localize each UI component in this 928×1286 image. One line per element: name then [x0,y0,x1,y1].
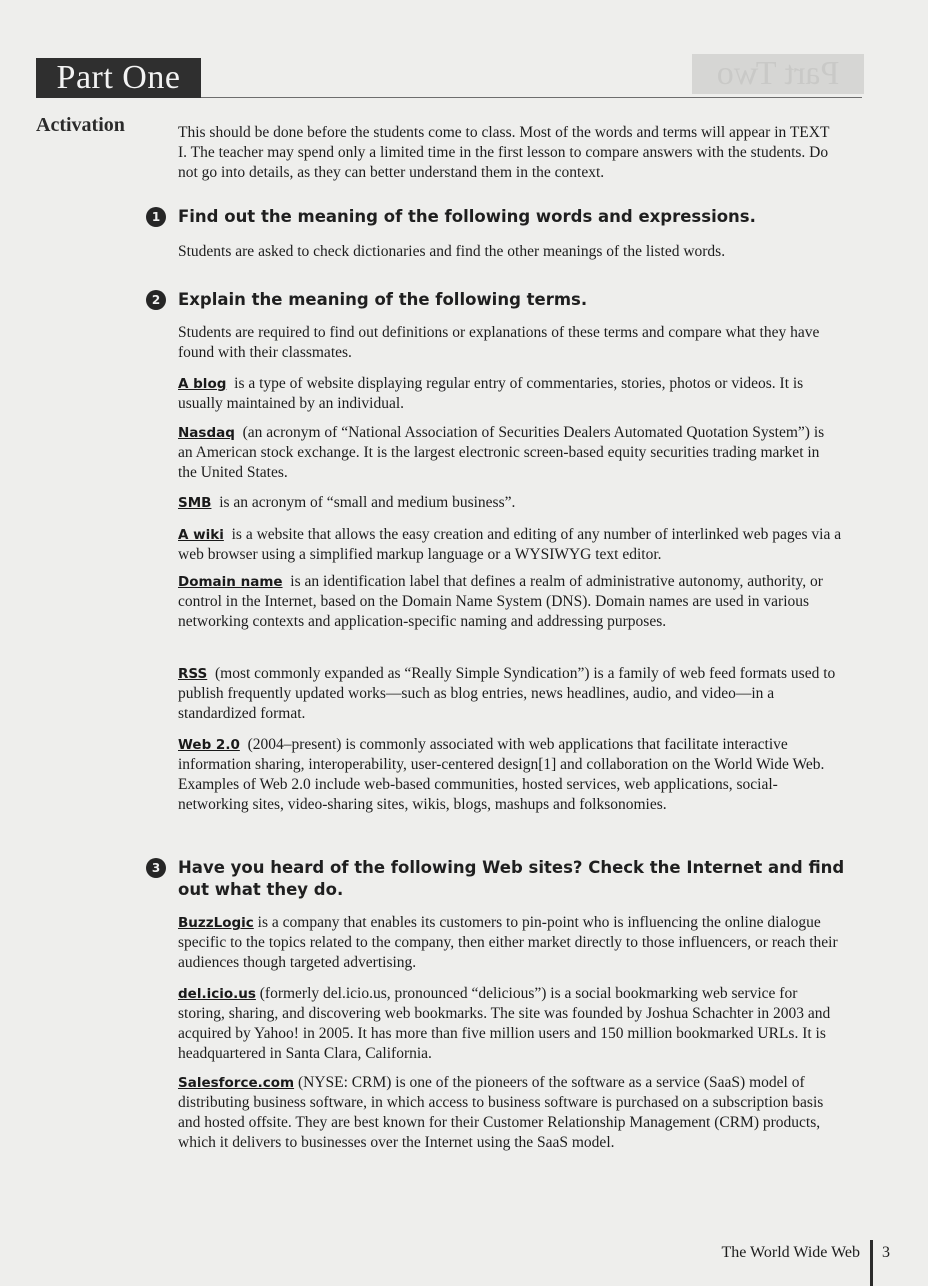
term-definition: is a company that enables its customers to pin-point who is influencing the online dialogue specific to the topics related to the company, then either market directly to those influencers, or reach their audiences though targeted advertising. [178,914,838,971]
term-definition: is a website that allows the easy creation and editing of any number of interlinked web pages via a web browser using a simplified markup language or a WYSIWYG text editor. [178,526,842,563]
section-1-body [178,242,842,262]
term-label: RSS [178,666,208,682]
section-heading-text: Explain the meaning of the following terms. [178,290,588,309]
term-label: SMB [178,495,212,511]
section-body-text: Students are asked to check dictionaries and find the other meanings of the listed words. [178,243,726,260]
term-definition: (formerly del.icio.us, pronounced “delicious”) is a social bookmarking web service for storing, sharing, and discovering web bookmarks. The site was founded by Joshua Schachter in 2003 and acquired by Yahoo! in 2005. It has more than five million users and 150 million bookmarked URLs. It is headquartered in Santa Clara, California. [178,985,831,1062]
section-2-heading [146,289,846,311]
section-heading-text: Have you heard of the following Web sites? Check the Internet and find out what they do. [178,858,845,899]
term-label: A wiki [178,527,224,543]
term-entry [178,493,842,513]
page-number: 3 [882,1244,890,1261]
intro-text: This should be done before the students come to class. Most of the words and terms will appear in TEXT I. The teacher may spend only a limited time in the first lesson to compare answers with the students. Do not go into details, as they can better understand them in the context. [178,124,830,181]
term-entry [178,423,842,483]
term-entry [178,664,842,724]
running-title: The World Wide Web [721,1244,860,1261]
term-entry [178,984,842,1064]
number-badge: 3 [146,858,166,878]
section-2-body [178,323,842,363]
section-side-label: Activation [36,114,125,136]
term-definition: (NYSE: CRM) is one of the pioneers of the software as a service (SaaS) model of distributing business software, in which access to business software is purchased on a subscription basis and hosted offsite. They are best known for their Customer Relationship Management (CRM) products, which it delivers to businesses over the Internet using the SaaS model. [178,1074,824,1151]
term-entry [178,735,842,815]
term-entry [178,1073,842,1153]
bleed-through-title: Part Two [692,54,864,94]
term-label: Nasdaq [178,425,235,441]
term-definition: (2004–present) is commonly associated with web applications that facilitate interactive information sharing, interoperability, user-centered design[1] and collaboration on the World Wide Web. Examples of Web 2.0 include web-based communities, hosted services, web applications, social-networking sites, video-sharing sites, wikis, blogs, mashups and folksonomies. [178,736,825,813]
term-definition: is a type of website displaying regular entry of commentaries, stories, photos or videos. It is usually maintained by an individual. [178,375,804,412]
term-label: Domain name [178,574,283,590]
term-entry [178,525,842,565]
number-badge: 1 [146,207,166,227]
section-3-heading [146,857,846,901]
term-label: del.icio.us [178,986,256,1002]
part-title: Part One [36,58,201,98]
number-badge: 2 [146,290,166,310]
term-definition: (most commonly expanded as “Really Simple Syndication”) is a family of web feed formats used to publish frequently updated works—such as blog entries, news headlines, audio, and video—in a standardized format. [178,665,836,722]
term-label: Salesforce.com [178,1075,295,1091]
term-entry [178,572,842,632]
term-label: A blog [178,376,227,392]
section-1-heading [146,206,846,228]
footer-divider [870,1240,873,1286]
term-definition: is an acronym of “small and medium business”. [219,494,516,511]
intro-paragraph [178,123,842,183]
term-entry [178,374,842,414]
term-definition: is an identification label that defines a realm of administrative autonomy, authority, or control in the Internet, based on the Domain Name System (DNS). Domain names are used in various networking contexts and application-specific naming and addressing purposes. [178,573,823,630]
term-definition: (an acronym of “National Association of Securities Dealers Automated Quotation System”) is an American stock exchange. It is the largest electronic screen-based equity securities trading market in the United States. [178,424,825,481]
section-body-text: Students are required to find out definitions or explanations of these terms and compare what they have found with their classmates. [178,324,820,361]
term-label: Web 2.0 [178,737,240,753]
section-heading-text: Find out the meaning of the following words and expressions. [178,207,756,226]
term-entry [178,913,842,973]
term-label: BuzzLogic [178,915,254,931]
